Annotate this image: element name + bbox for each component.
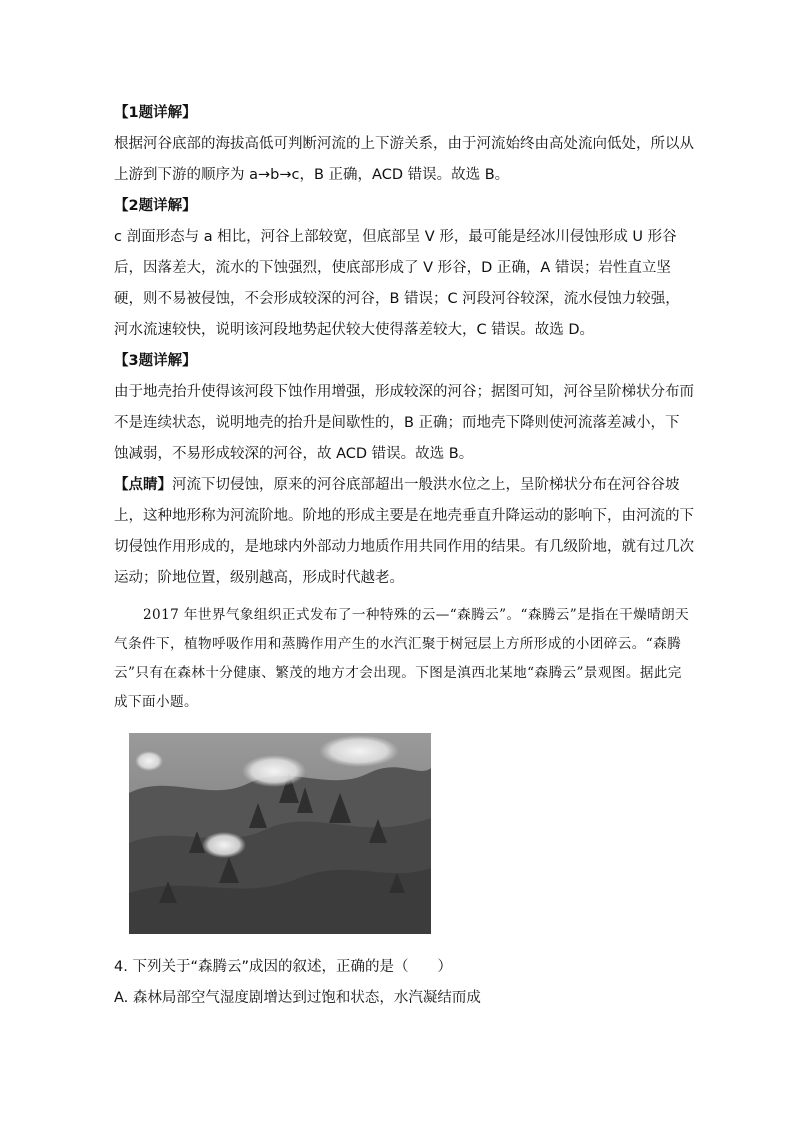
dianjing-label: 【点睛】	[114, 477, 172, 493]
section-1-body: 根据河谷底部的海拔高低可判断河流的上下游关系，由于河流始终由高处流向低处，所以从上游到下游的顺序为 a→b→c，B 正确，ACD 错误。故选 B。	[114, 136, 694, 183]
section-1-heading: 【1题详解】	[114, 105, 197, 121]
dianjing-paragraph	[114, 470, 694, 594]
section-3-body: 由于地壳抬升使得该河段下蚀作用增强，形成较深的河谷；据图可知，河谷呈阶梯状分布而不是连续状态，说明地壳的抬升是间歇性的，B 正确；而地壳下降则使河流落差减小，下蚀减弱，不易形成较深的河谷，故 ACD 错误。故选 B。	[114, 384, 694, 462]
section-2-body: c 剖面形态与 a 相比，河谷上部较宽，但底部呈 V 形，最可能是经冰川侵蚀形成 U 形谷后，因落差大，流水的下蚀强烈，使底部形成了 V 形谷，D 正确，A 错误；岩性直立坚硬，则不易被侵蚀，不会形成较深的河谷，B 错误；C 河段河谷较深，流水侵蚀力较强，河水流速较快，说明该河段地势起伏较大使得落差较大，C 错误。故选 D。	[114, 229, 680, 338]
question-4-option-a: A. 森林局部空气湿度剧增达到过饱和状态，水汽凝结而成	[114, 990, 481, 1006]
material-paragraph: 2017 年世界气象组织正式发布了一种特殊的云—“森腾云”。“森腾云”是指在干燥晴朗天气条件下，植物呼吸作用和蒸腾作用产生的水汽汇聚于树冠层上方所形成的小团碎云。“森腾云”只有在森林十分健康、繁茂的地方才会出现。下图是滇西北某地“森腾云”景观图。据此完成下面小题。	[114, 607, 690, 710]
section-3-heading: 【3题详解】	[114, 353, 197, 369]
forest-cloud-photo	[129, 733, 431, 934]
section-2-heading: 【2题详解】	[114, 198, 197, 214]
question-4-stem: 4. 下列关于“森腾云”成因的叙述，正确的是（ ）	[114, 959, 452, 975]
dianjing-body: 河流下切侵蚀，原来的河谷底部超出一般洪水位之上，呈阶梯状分布在河谷谷坡上，这种地形称为河流阶地。阶地的形成主要是在地壳垂直升降运动的影响下，由河流的下切侵蚀作用形成的，是地球内外部动力地质作用共同作用的结果。有几级阶地，就有过几次运动；阶地位置，级别越高，形成时代越老。	[114, 477, 694, 586]
